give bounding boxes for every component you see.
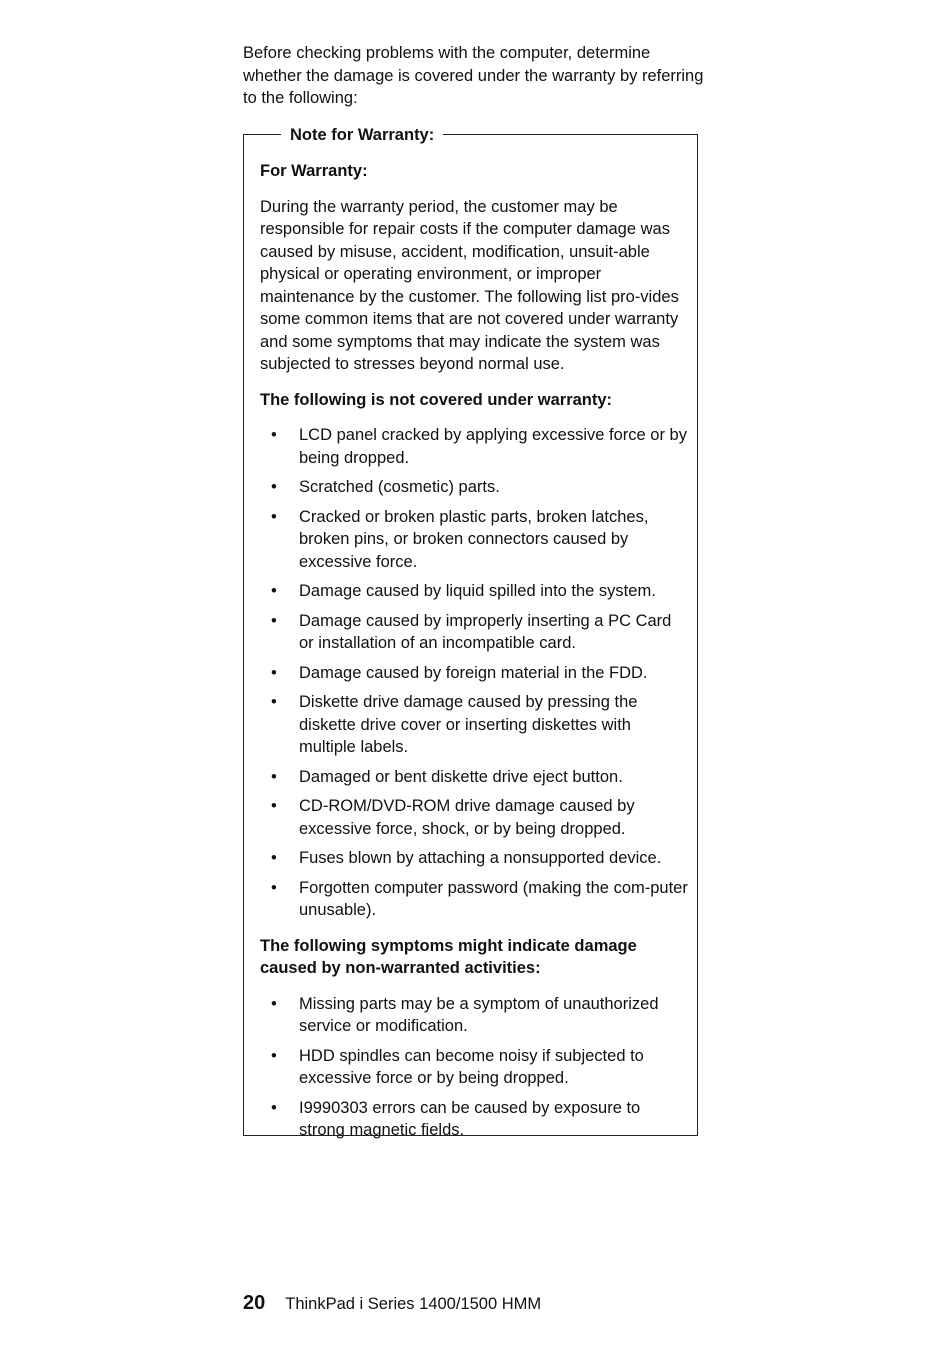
list-item xyxy=(260,476,690,499)
list-item xyxy=(260,877,690,922)
list-item xyxy=(260,610,690,655)
bullet-icon: • xyxy=(271,994,277,1013)
list-item xyxy=(260,795,690,840)
page-number: 20 xyxy=(243,1292,266,1314)
bullet-icon: • xyxy=(271,507,277,526)
list-item-text: HDD spindles can become noisy if subjected to excessive force or by being dropped. xyxy=(299,1046,644,1087)
bullet-icon: • xyxy=(271,611,277,630)
note-title: Note for Warranty: xyxy=(281,124,443,146)
list-item-text: Cracked or broken plastic parts, broken latches, broken pins, or broken connectors caused by excessive force. xyxy=(299,507,649,571)
page-footer xyxy=(243,1290,541,1317)
list-item-text: Missing parts may be a symptom of unauthorized service or modification. xyxy=(299,994,659,1035)
bullet-icon: • xyxy=(271,878,277,897)
bullet-icon: • xyxy=(271,1098,277,1117)
list-item-text: LCD panel cracked by applying excessive force or by being dropped. xyxy=(299,426,687,467)
intro-paragraph: Before checking problems with the computer, determine whether the damage is covered under the warranty by referring to the following: xyxy=(243,44,704,107)
list-item-text: I9990303 errors can be caused by exposure to strong magnetic fields. xyxy=(299,1098,641,1139)
document-title: ThinkPad i Series 1400/1500 HMM xyxy=(285,1295,542,1313)
bullet-icon: • xyxy=(271,1046,277,1065)
not-covered-list xyxy=(260,424,690,922)
bullet-icon: • xyxy=(271,582,277,600)
not-covered-heading: The following is not covered under warranty: xyxy=(260,390,613,409)
bullet-icon: • xyxy=(271,426,277,444)
list-item-text: CD-ROM/DVD-ROM drive damage caused by excessive force, shock, or by being dropped. xyxy=(299,797,635,838)
symptoms-heading: The following symptoms might indicate damage caused by non-warranted activities: xyxy=(260,936,637,977)
list-item-text: Damage caused by foreign material in the FDD. xyxy=(299,663,648,682)
list-item xyxy=(260,662,690,685)
list-item xyxy=(260,424,690,469)
list-item xyxy=(260,1097,690,1142)
list-item xyxy=(260,993,690,1038)
bullet-icon: • xyxy=(271,849,277,867)
bullet-icon: • xyxy=(271,767,277,786)
list-item-text: Fuses blown by attaching a nonsupported device. xyxy=(299,849,662,867)
for-warranty-heading: For Warranty: xyxy=(260,162,368,180)
bullet-icon: • xyxy=(271,693,277,711)
bullet-icon: • xyxy=(271,663,277,682)
list-item-text: Damaged or bent diskette drive eject button. xyxy=(299,767,623,786)
list-item xyxy=(260,580,690,603)
list-item xyxy=(260,847,690,870)
list-item-text: Damage caused by liquid spilled into the system. xyxy=(299,582,656,600)
bullet-icon: • xyxy=(271,797,277,815)
warranty-paragraph: During the warranty period, the customer may be responsible for repair costs if the computer damage was caused by misuse, accident, modification, unsuit-able physical or operating environment, or improper maintenance by the customer. The following list pro-vides some common items that are not covered under warranty and some symptoms that may indicate the system was subjected to stresses beyond normal use. xyxy=(260,197,679,373)
list-item xyxy=(260,766,690,789)
list-item-text: Damage caused by improperly inserting a PC Card or installation of an incompatible card. xyxy=(299,611,672,652)
list-item-text: Diskette drive damage caused by pressing the diskette drive cover or inserting diskettes with multiple labels. xyxy=(299,693,638,756)
warranty-note-content xyxy=(260,160,690,1155)
symptoms-list xyxy=(260,993,690,1142)
list-item xyxy=(260,506,690,574)
bullet-icon: • xyxy=(271,478,277,496)
list-item xyxy=(260,1045,690,1090)
list-item-text: Forgotten computer password (making the com-puter unusable). xyxy=(299,878,688,919)
list-item xyxy=(260,691,690,759)
list-item-text: Scratched (cosmetic) parts. xyxy=(299,478,500,496)
